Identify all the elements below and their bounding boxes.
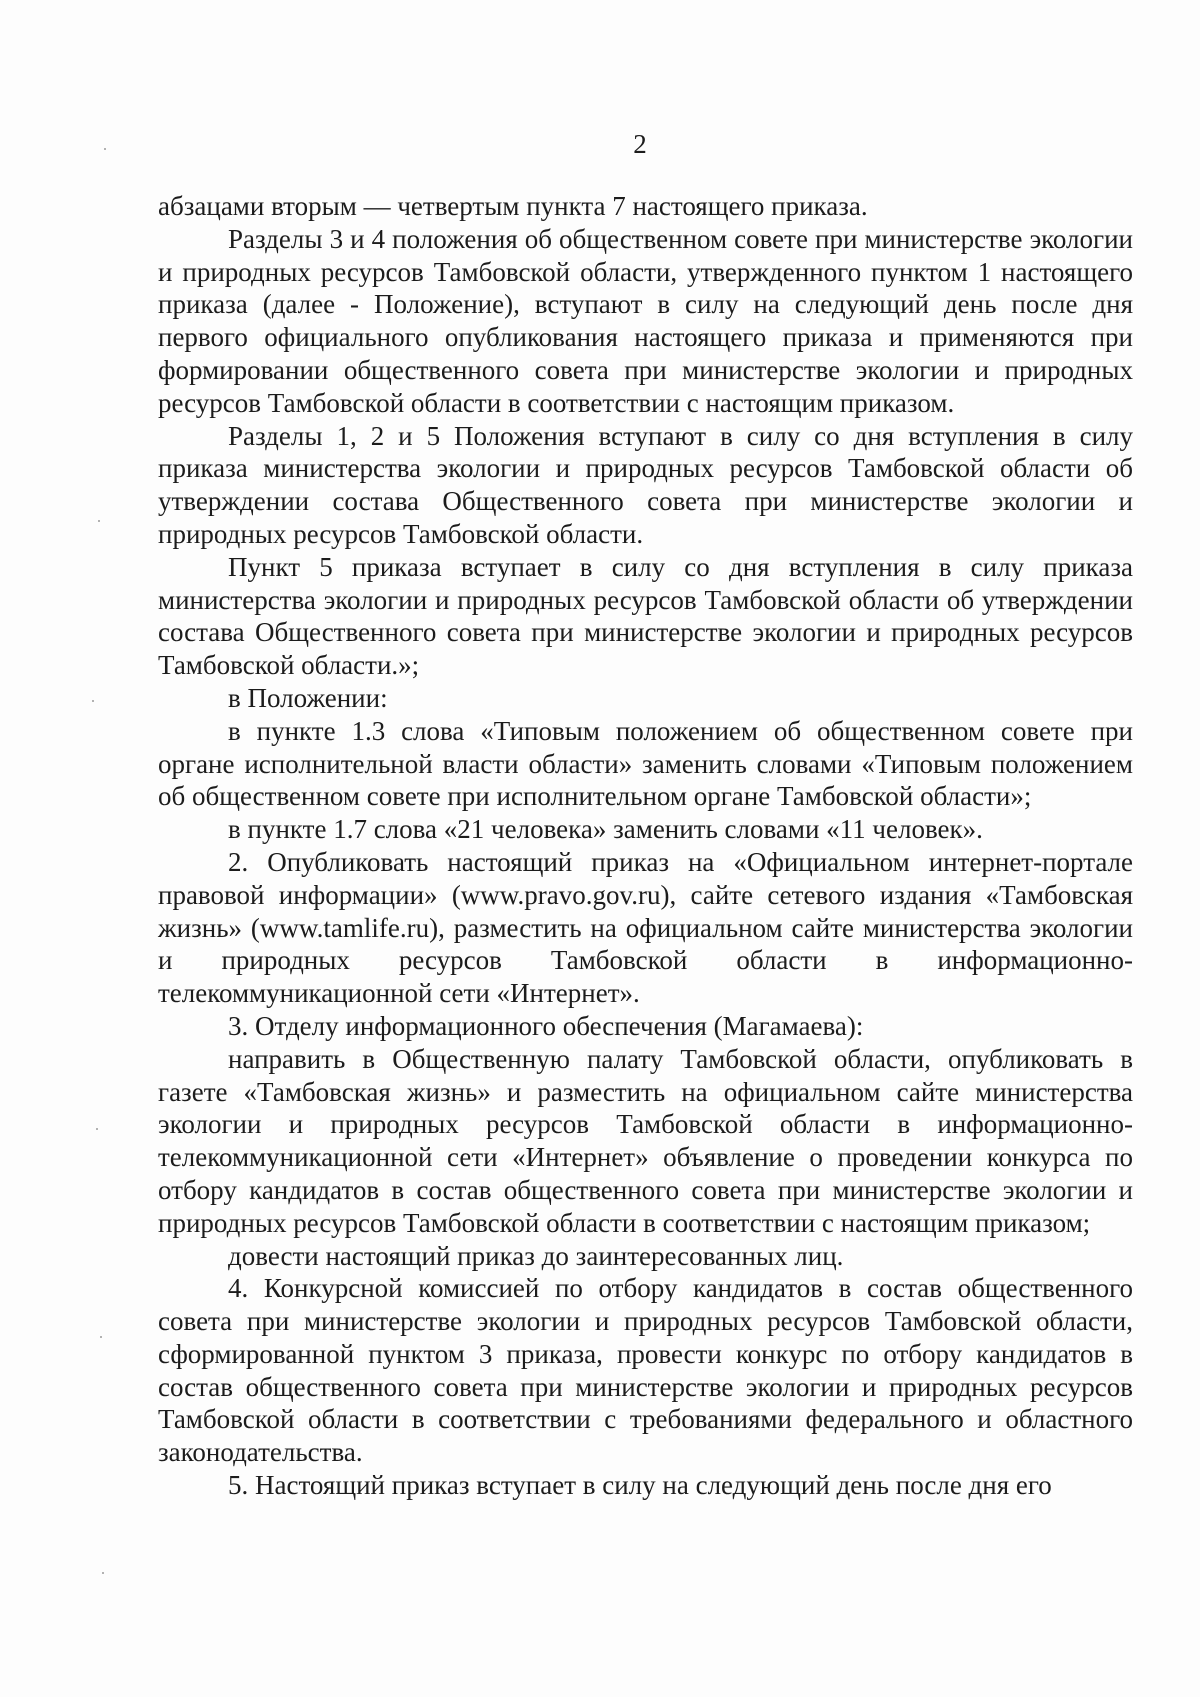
scan-speck (104, 148, 106, 150)
scan-speck (102, 1572, 104, 1574)
paragraph-item-4-commission: 4. Конкурсной комиссией по отбору кандидатов в состав общественного совета при министерстве экологии и природных ресурсов Тамбовской области, сформированной пунктом 3 приказа, провести конкурс по отбору кандидатов в состав общественного совета при министерстве экологии и природных ресурсов Тамбовской области в соответствии с требованиями федерального и областного законодательства. (158, 1273, 1133, 1468)
scan-speck (96, 1128, 98, 1130)
paragraph-item-3-inform: довести настоящий приказ до заинтересованных лиц. (228, 1240, 844, 1271)
paragraph-item-2-publish: 2. Опубликовать настоящий приказ на «Официальном интернет-портале правовой информации» (www.pravo.gov.ru), сайте сетевого издания «Тамбовская жизнь» (www.tamlife.ru), разместить на официальном сайте министерства экологии и природных ресурсов Тамбовской области в информационно-телекоммуникационной сети «Интернет». (158, 846, 1133, 1009)
paragraph-point-1-3: в пункте 1.3 слова «Типовым положением об общественном совете при органе исполнительной власти области» заменить словами «Типовым положением об общественном совете при исполнительном органе Тамбовской области»; (158, 715, 1133, 812)
scan-speck (92, 700, 94, 702)
paragraph-sections-1-2-5: Разделы 1, 2 и 5 Положения вступают в силу со дня вступления в силу приказа министерства экологии и природных ресурсов Тамбовской области об утверждении состава Общественного совета при министерстве экологии и природных ресурсов Тамбовской области. (158, 420, 1133, 549)
document-body (158, 190, 1133, 1502)
paragraph-point-5-effective: Пункт 5 приказа вступает в силу со дня вступления в силу приказа министерства экологии и природных ресурсов Тамбовской области об утверждении состава Общественного совета при министерстве экологии и природных ресурсов Тамбовской области.»; (158, 551, 1133, 681)
paragraph-sections-3-4: Разделы 3 и 4 положения об общественном совете при министерстве экологии и природных ресурсов Тамбовской области, утвержденного пунктом 1 настоящего приказа (далее - Положение), вступают в силу на следующий день после дня первого официального опубликования настоящего приказа и применяются при формировании общественного совета при министерстве экологии и природных ресурсов Тамбовской области в соответствии с настоящим приказом. (158, 223, 1133, 418)
page-number: 2 (633, 129, 647, 159)
paragraph-item-3-department: 3. Отделу информационного обеспечения (Магамаева): (228, 1010, 864, 1041)
paragraph-in-regulation: в Положении: (228, 682, 388, 713)
paragraph-continuation: абзацами вторым — четвертым пункта 7 настоящего приказа. (158, 191, 868, 221)
paragraph-item-5-effective: 5. Настоящий приказ вступает в силу на следующий день после дня его (228, 1470, 1052, 1501)
paragraph-item-3-direct: направить в Общественную палату Тамбовской области, опубликовать в газете «Тамбовская жизнь» и разместить на официальном сайте министерства экологии и природных ресурсов Тамбовской области в информационно-телекоммуникационной сети «Интернет» объявление о проведении конкурса по отбору кандидатов в состав общественного совета при министерстве экологии и природных ресурсов Тамбовской области в соответствии с настоящим приказом; (158, 1043, 1133, 1238)
scan-speck (100, 1336, 102, 1338)
scan-speck (98, 520, 100, 522)
paragraph-point-1-7: в пункте 1.7 слова «21 человека» заменить словами «11 человек». (228, 814, 983, 845)
